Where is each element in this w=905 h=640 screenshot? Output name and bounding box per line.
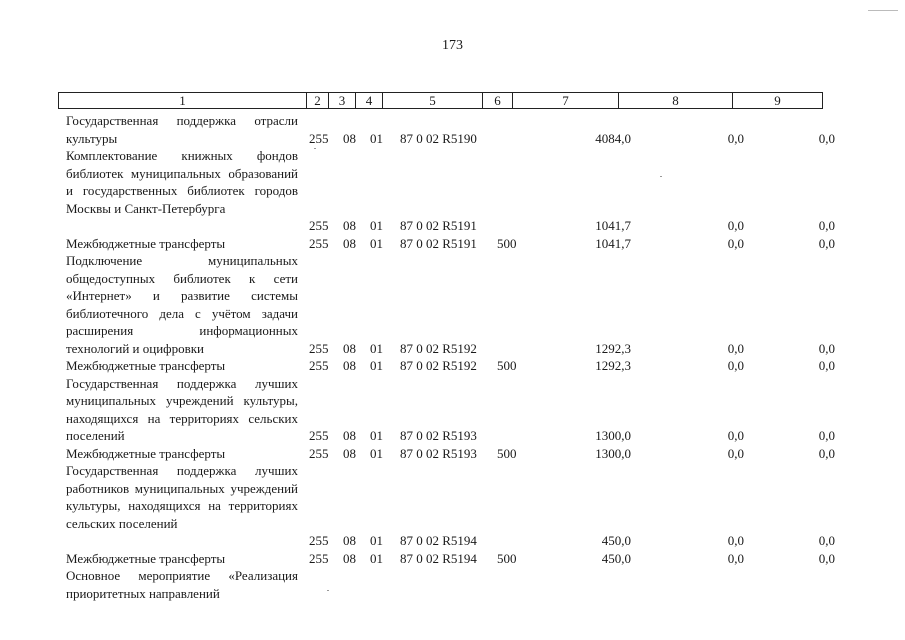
row-target-article: 87 0 02 R5190 [400,130,477,146]
header-col-6: 6 [483,93,513,108]
table-row [0,252,905,357]
row-section: 08 [343,358,356,373]
row-amount: 1300,0 [595,428,631,443]
row-subsection: 01 [370,445,383,461]
scan-speck [660,176,662,177]
table-header [58,92,823,109]
row-name: Государственная поддержка отрасли культуры [66,113,298,146]
row-name: Подключение муниципальных общедоступных библиотек к сети «Интернет» и развитие системы библиотечного дела с учётом задачи расширения информационных технологий и оцифровки [66,253,298,356]
row-name: Государственная поддержка лучших муниципальных учреждений культуры, находящихся на территориях сельских поселений [66,375,298,443]
row-name: Основное мероприятие «Реализация приоритетных направлений [66,568,298,601]
table-row [0,357,905,375]
scan-speck [327,590,329,591]
row-subsection: 01 [370,130,383,146]
row-section: 08 [343,550,356,566]
row-amount-3: 0,0 [818,218,835,233]
table-row [0,112,905,147]
scan-speck [314,148,316,149]
header-col-4: 4 [356,93,383,108]
row-target-article: 87 0 02 R5193 [400,428,477,443]
row-amount-3: 0,0 [818,533,835,548]
row-target-article: 87 0 02 R5191 [400,218,477,233]
row-expense-type: 500 [497,235,517,251]
header-col-9: 9 [774,93,781,108]
header-col-7: 7 [513,93,619,108]
row-subsection: 01 [370,358,383,373]
row-amount: 450,0 [601,533,631,548]
row-rz: 255 [309,445,329,461]
scan-speck [868,10,898,11]
header-col-2: 2 [307,93,329,108]
row-subsection: 01 [370,235,383,251]
row-target-article: 87 0 02 R5194 [400,533,477,548]
row-rz: 255 [309,533,329,548]
row-rz: 255 [309,340,329,356]
row-amount-3: 0,0 [818,550,835,566]
row-section: 08 [343,533,356,548]
row-subsection: 01 [370,218,383,233]
table-row [0,445,905,463]
row-amount-3: 0,0 [818,445,835,461]
row-amount: 1292,3 [595,340,631,356]
page-number: 173 [442,38,463,53]
row-target-article: 87 0 02 R5192 [400,358,477,373]
table-row [0,375,905,445]
row-amount-2: 0,0 [727,358,744,373]
row-amount: 450,0 [601,550,631,566]
row-rz: 255 [309,358,329,373]
row-target-article: 87 0 02 R5193 [400,445,477,461]
row-section: 08 [343,340,356,356]
row-amount-2: 0,0 [727,445,744,461]
row-amount-2: 0,0 [727,218,744,233]
row-name: Межбюджетные трансферты [66,550,226,566]
header-col-1: 1 [59,93,307,108]
row-rz: 255 [309,428,329,443]
row-expense-type: 500 [497,550,517,566]
row-amount: 1041,7 [595,218,631,233]
row-name: Межбюджетные трансферты [66,445,226,461]
row-section: 08 [343,218,356,233]
row-amount-3: 0,0 [818,340,835,356]
row-name: Государственная поддержка лучших работников муниципальных учреждений культуры, находящихся на территориях сельских поселений [66,463,298,531]
row-rz: 255 [309,235,329,251]
row-amount-2: 0,0 [727,235,744,251]
row-subsection: 01 [370,428,383,443]
row-target-article: 87 0 02 R5192 [400,340,477,356]
row-amount-2: 0,0 [727,340,744,356]
row-name: Межбюджетные трансферты [66,235,226,251]
header-col-8: 8 [619,93,733,108]
row-amount: 1300,0 [595,445,631,461]
row-target-article: 87 0 02 R5194 [400,550,477,566]
table-row [0,550,905,568]
row-amount: 1041,7 [595,235,631,251]
row-amount-2: 0,0 [727,130,744,146]
header-col-3: 3 [329,93,356,108]
row-section: 08 [343,235,356,251]
row-amount: 1292,3 [595,358,631,373]
table-row [0,235,905,253]
row-amount-2: 0,0 [727,533,744,548]
row-amount-3: 0,0 [818,358,835,373]
row-section: 08 [343,130,356,146]
row-section: 08 [343,428,356,443]
row-name: Комплектование книжных фондов библиотек муниципальных образований и государственных библиотек городов Москвы и Санкт-Петербурга [66,148,298,216]
header-col-5: 5 [383,93,483,108]
table-row [0,462,905,550]
row-rz: 255 [309,130,329,146]
row-amount-2: 0,0 [727,428,744,443]
table-row [0,567,905,602]
row-amount-2: 0,0 [727,550,744,566]
row-rz: 255 [309,550,329,566]
row-subsection: 01 [370,340,383,356]
row-subsection: 01 [370,533,383,548]
row-amount: 4084,0 [595,130,631,146]
row-rz: 255 [309,218,329,233]
table-row [0,147,905,235]
row-amount-3: 0,0 [818,235,835,251]
row-name: Межбюджетные трансферты [66,358,226,373]
row-expense-type: 500 [497,445,517,461]
row-expense-type: 500 [497,358,517,373]
row-amount-3: 0,0 [818,130,835,146]
row-subsection: 01 [370,550,383,566]
row-section: 08 [343,445,356,461]
row-amount-3: 0,0 [818,428,835,443]
row-target-article: 87 0 02 R5191 [400,235,477,251]
